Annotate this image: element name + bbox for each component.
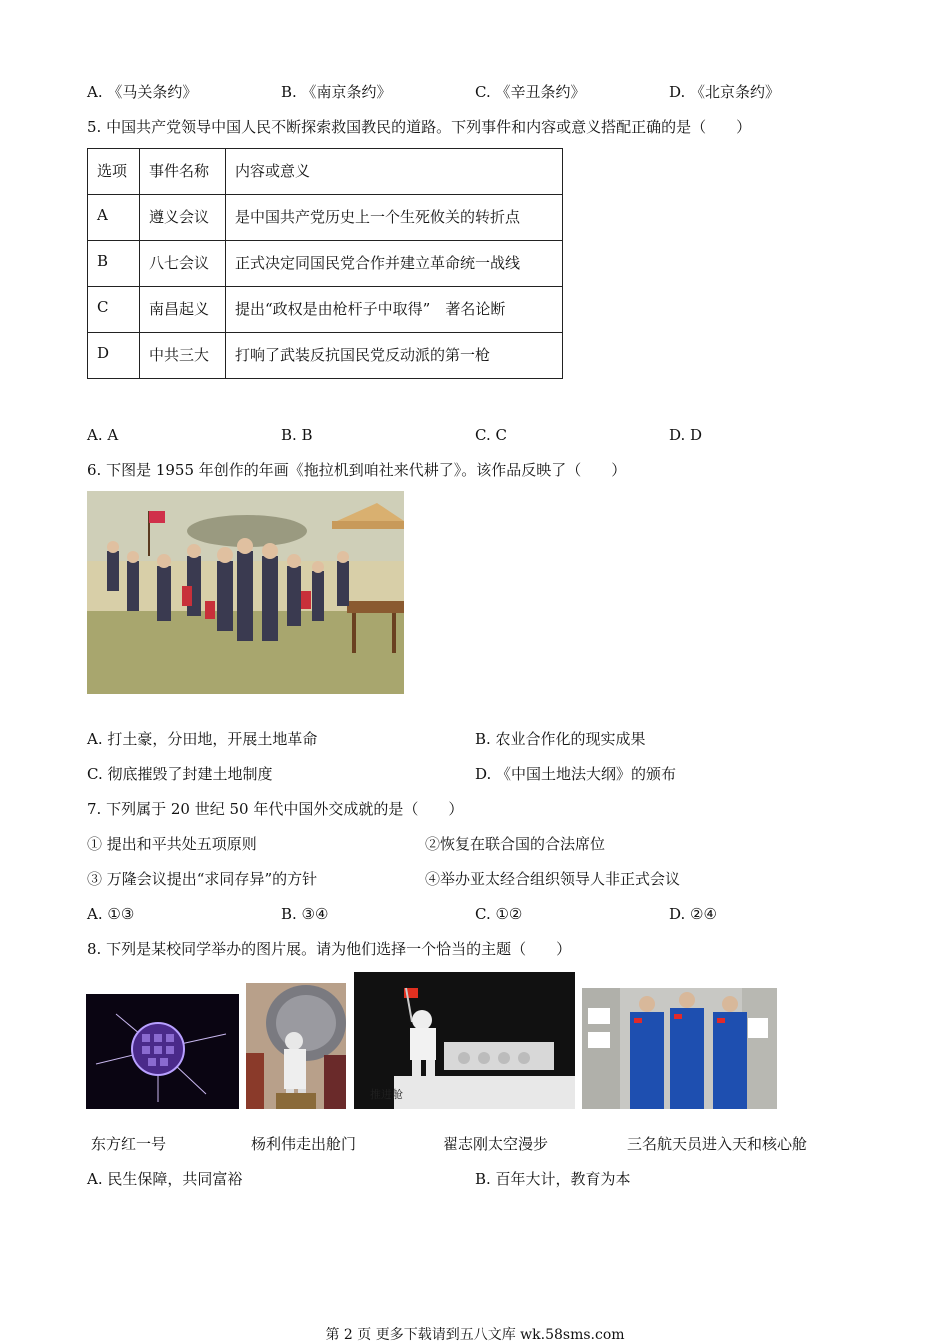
table-cell: C bbox=[88, 287, 140, 333]
q7-option-c: C. ①② bbox=[475, 905, 523, 923]
caption-dongfanghong: 东方红一号 bbox=[91, 1135, 167, 1153]
table-cell: 是中国共产党历史上一个生死攸关的转折点 bbox=[226, 195, 563, 241]
caption-zhai-zhigang: 翟志刚太空漫步 bbox=[443, 1135, 549, 1153]
table-row bbox=[88, 195, 563, 241]
table-cell: 打响了武装反抗国民党反动派的第一枪 bbox=[226, 333, 563, 379]
photo-overlay-text: 推进舱 bbox=[370, 1088, 403, 1101]
table-header-cell: 内容或意义 bbox=[226, 149, 563, 195]
yang-liwei-photo bbox=[246, 983, 346, 1109]
table-cell: 中共三大 bbox=[140, 333, 226, 379]
table-cell: 正式决定同国民党合作并建立革命统一战线 bbox=[226, 241, 563, 287]
new-year-painting-image bbox=[87, 491, 404, 694]
tianhe-core-module-photo bbox=[582, 988, 777, 1109]
table-cell: A bbox=[88, 195, 140, 241]
caption-tianhe: 三名航天员进入天和核心舱 bbox=[627, 1135, 808, 1153]
table-row bbox=[88, 333, 563, 379]
q8-stem: 8. 下列是某校同学举办的图片展。请为他们选择一个恰当的主题（ ） bbox=[87, 940, 572, 958]
q6-option-a: A. 打土豪，分田地，开展土地革命 bbox=[87, 730, 318, 748]
table-header-cell: 事件名称 bbox=[140, 149, 226, 195]
q6-option-b: B. 农业合作化的现实成果 bbox=[475, 730, 646, 748]
q4-option-c: C. 《辛丑条约》 bbox=[475, 83, 586, 101]
satellite-photo bbox=[86, 994, 239, 1109]
q6-stem: 6. 下图是 1955 年创作的年画《拖拉机到咱社来代耕了》。该作品反映了（ ） bbox=[87, 461, 627, 479]
table-row bbox=[88, 287, 563, 333]
q5-stem: 5. 中国共产党领导中国人民不断探索救国教民的道路。下列事件和内容或意义搭配正确的是（ ） bbox=[87, 118, 752, 136]
q7-item-1: ① 提出和平共处五项原则 bbox=[87, 835, 257, 853]
table-cell: B bbox=[88, 241, 140, 287]
q7-item-4: ④举办亚太经合组织领导人非正式会议 bbox=[425, 870, 681, 888]
q5-option-c: C. C bbox=[475, 426, 507, 444]
table-cell: 提出“政权是由枪杆子中取得” 著名论断 bbox=[226, 287, 563, 333]
table-header-row bbox=[88, 149, 563, 195]
q7-option-b: B. ③④ bbox=[281, 905, 329, 923]
page-footer: 第 2 页 更多下载请到五八文库 wk.58sms.com bbox=[325, 1327, 625, 1343]
caption-yang-liwei: 杨利伟走出舱门 bbox=[251, 1135, 357, 1153]
q6-option-c: C. 彻底摧毁了封建土地制度 bbox=[87, 765, 273, 783]
table-cell: 遵义会议 bbox=[140, 195, 226, 241]
q4-option-a: A. 《马关条约》 bbox=[87, 83, 198, 101]
q5-option-a: A. A bbox=[87, 426, 119, 444]
table-row bbox=[88, 241, 563, 287]
q7-option-a: A. ①③ bbox=[87, 905, 135, 923]
table-cell: 南昌起义 bbox=[140, 287, 226, 333]
q4-option-b: B. 《南京条约》 bbox=[281, 83, 392, 101]
q5-table bbox=[87, 148, 563, 379]
q6-option-d: D. 《中国土地法大纲》的颁布 bbox=[475, 765, 677, 783]
q5-option-b: B. B bbox=[281, 426, 313, 444]
q5-option-d: D. D bbox=[669, 426, 703, 444]
q7-option-d: D. ②④ bbox=[669, 905, 717, 923]
q4-option-d: D. 《北京条约》 bbox=[669, 83, 781, 101]
q7-item-3: ③ 万隆会议提出“求同存异”的方针 bbox=[87, 870, 318, 888]
q8-option-b: B. 百年大计，教育为本 bbox=[475, 1170, 631, 1188]
table-header-cell: 选项 bbox=[88, 149, 140, 195]
q7-stem: 7. 下列属于 20 世纪 50 年代中国外交成就的是（ ） bbox=[87, 800, 464, 818]
q7-item-2: ②恢复在联合国的合法席位 bbox=[425, 835, 606, 853]
table-cell: 八七会议 bbox=[140, 241, 226, 287]
table-cell: D bbox=[88, 333, 140, 379]
q8-option-a: A. 民生保障，共同富裕 bbox=[87, 1170, 243, 1188]
zhai-zhigang-spacewalk-photo bbox=[354, 972, 575, 1109]
